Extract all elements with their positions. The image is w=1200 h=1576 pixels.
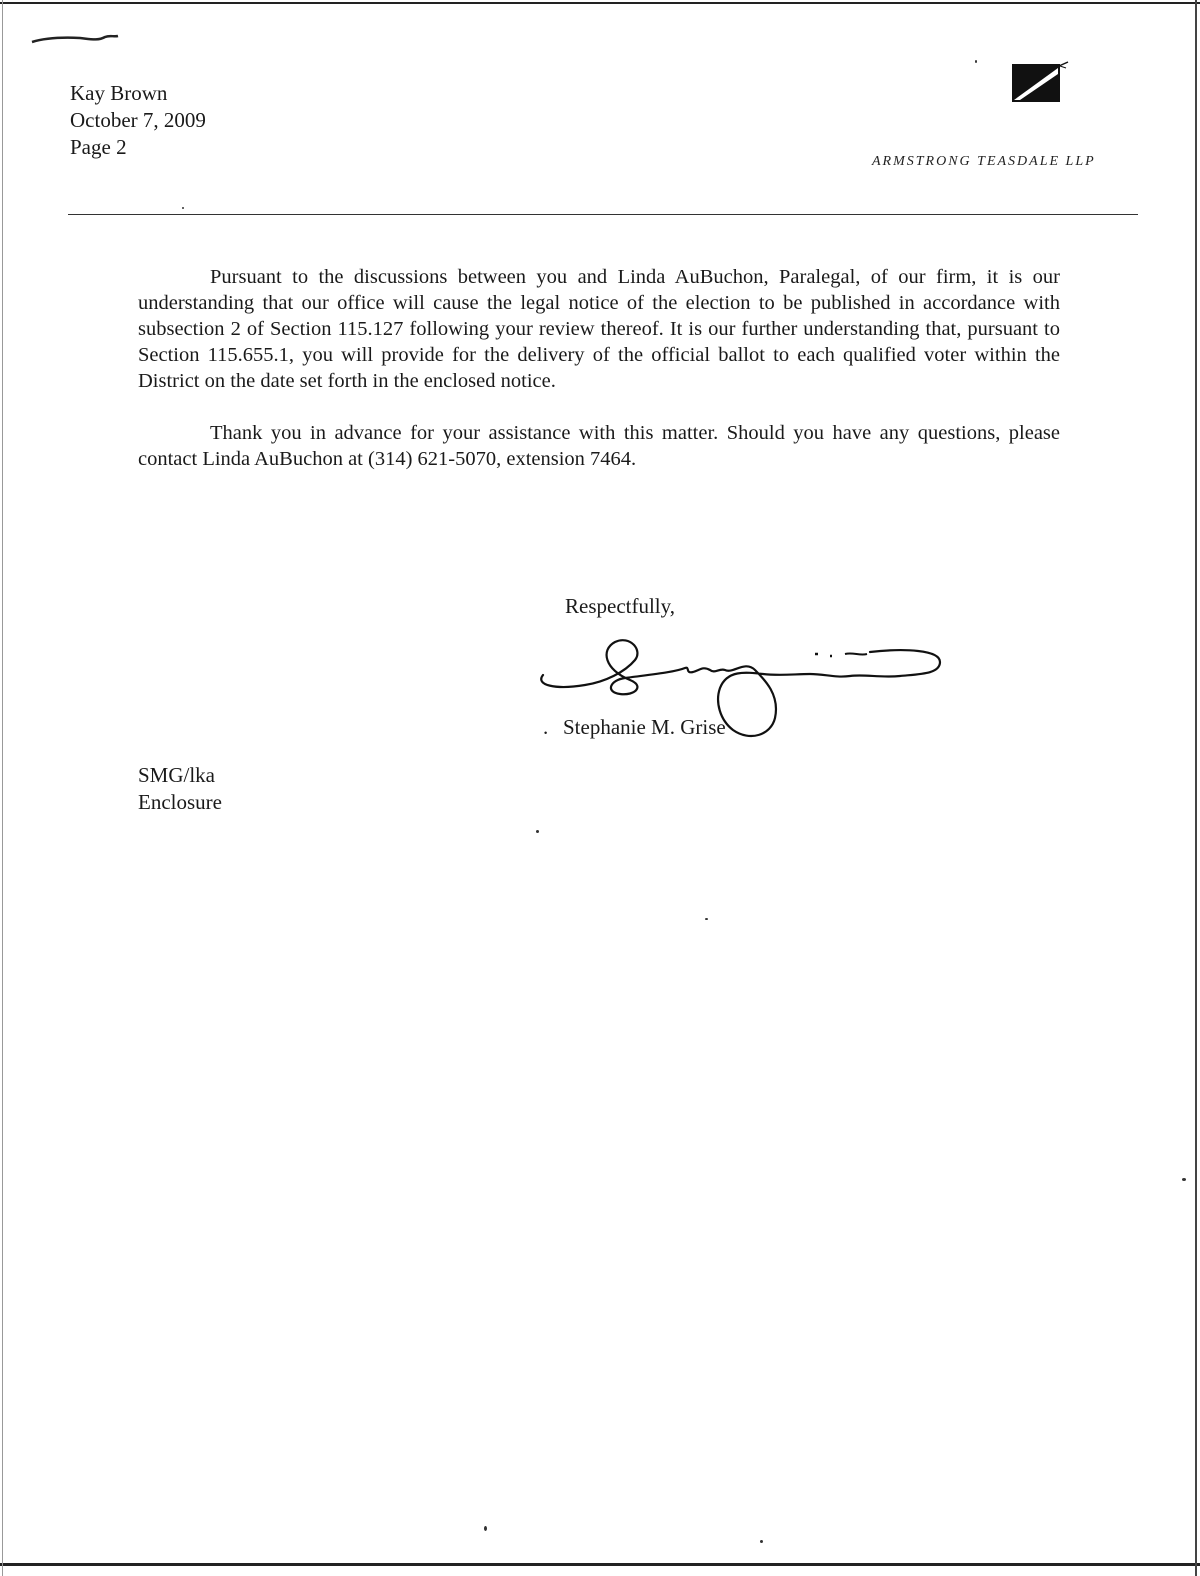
letter-date: October 7, 2009 [70, 108, 206, 132]
scan-edge-top [0, 2, 1200, 4]
scan-mark [30, 32, 120, 46]
scan-edge-right [1195, 0, 1197, 1576]
scan-speck [705, 918, 708, 920]
scan-speck [484, 1526, 487, 1531]
body-paragraph: Thank you in advance for your assistance with this matter. Should you have any questions, please contact Linda AuBuchon at (314) 621-5070, extension 7464. [138, 422, 1060, 470]
closing-salutation: Respectfully, [565, 594, 676, 618]
page-number: Page 2 [70, 135, 127, 159]
signature-mark: . [543, 715, 549, 739]
letter-body [138, 264, 1060, 498]
firm-logo-icon [1010, 60, 1070, 106]
typist-initials: SMG/lka [138, 763, 216, 787]
letter-header [70, 80, 206, 161]
scan-speck [536, 830, 539, 833]
enclosure-note: Enclosure [138, 790, 222, 814]
scan-edge-bottom [0, 1563, 1200, 1566]
firm-name: ARMSTRONG TEASDALE LLP [872, 154, 1096, 169]
scan-speck [182, 207, 184, 209]
recipient-name: Kay Brown [70, 81, 168, 105]
scan-edge-left [2, 0, 3, 1576]
header-divider [68, 214, 1138, 215]
scan-speck [1182, 1178, 1186, 1181]
scan-speck [975, 60, 977, 63]
letter-footer [138, 762, 222, 816]
scan-speck [760, 1540, 763, 1543]
body-paragraph: Pursuant to the discussions between you and Linda AuBuchon, Paralegal, of our firm, it is our understanding that our office will cause the legal notice of the election to be published in accordance with subsection 2 of Section 115.127 following your review thereof. It is our further understanding that, pursuant to Section 115.655.1, you will provide for the delivery of the official ballot to each qualified voter within the District on the date set forth in the enclosed notice. [138, 266, 1060, 392]
signer-name: Stephanie M. Grise [563, 715, 726, 739]
